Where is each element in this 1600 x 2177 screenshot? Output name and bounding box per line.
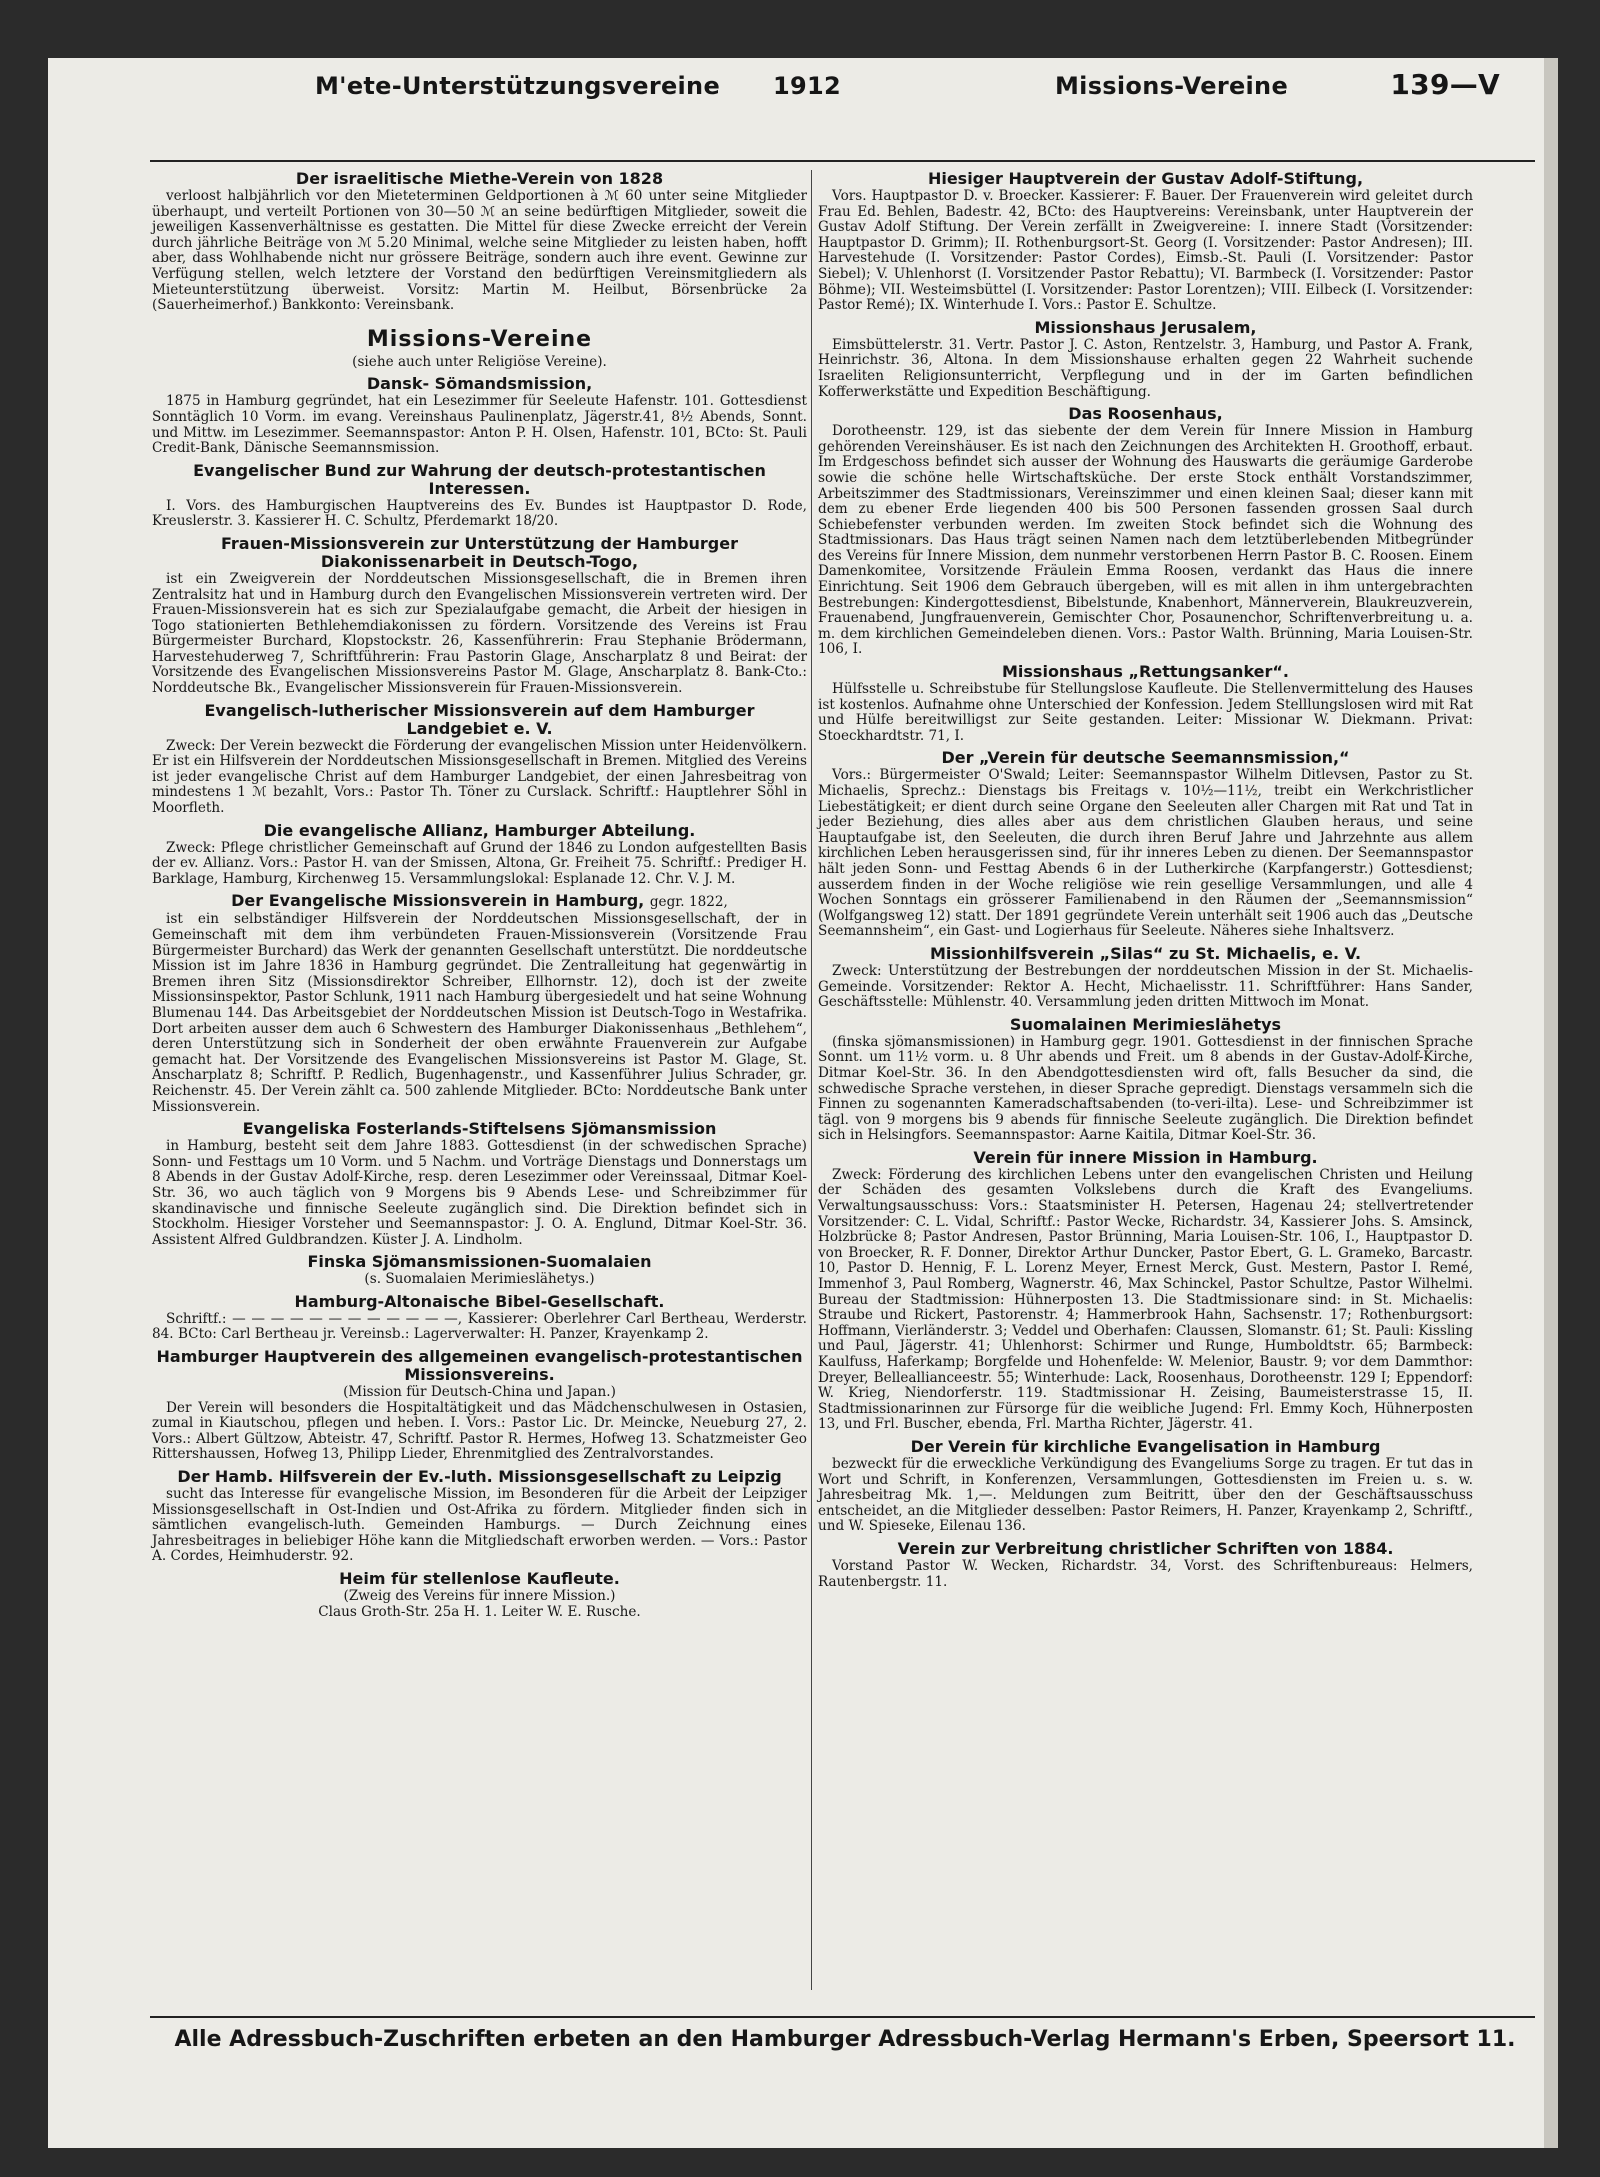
header-center-title: Missions-Vereine (1055, 72, 1289, 100)
section-subtitle: (s. Suomalaien Merimieslähetys.) (364, 1271, 595, 1288)
section-body: Schriftf.: — — — — — — — — — — — —, Kassierer: Oberlehrer Carl Bertheau, Werderstr. 84. BCto: Carl Bertheau jr. Vereinsb.: Lagerverwalter: H. Panzer, Krayenkamp 2. (152, 1310, 807, 1343)
section-body: in Hamburg, besteht seit dem Jahre 1883. Gottesdienst (in der schwedischen Sprache) Sonn- und Festtags um 10 Vorm. und 5 Nachm. und Vorträge Dienstags und Donnerstags um 8 Abends in der Gustav Adolf-Kirche, resp. deren Lesezimmer oder Vereinssaal, Ditmar Koel-Str. 36, wo auch täglich von 9 Morgens bis 9 Abends Lese- und Schreibzimmer für skandinavische und finnische Seeleute zugänglich sind. Die Direktion befindet sich in Stockholm. Hiesiger Vorsteher und Seemannspastor: J. O. A. Englund, Ditmar Koel-Str. 36. Assistent Alfred Guldbrandzen. Küster J. A. Lindholm. (152, 1138, 807, 1248)
section-title: Missionhilfsverein „Silas“ zu St. Michaelis, e. V. (929, 943, 1362, 963)
section-body: sucht das Interesse für evangelische Mission, im Besonderen für die Arbeit der Leipziger Missionsgesellschaft in Ost-Indien und Ost-Afrika zu fördern. Mitglieder finden sich in sämtlichen evangelisch-luth. Gemeinden Hamburgs. — Durch Zeichnung eines Jahresbeitrages in beliebiger Höhe kann die Mitgliedschaft erworben werden. — Vors.: Pastor A. Cordes, Heimhuderstr. 92. (152, 1486, 807, 1565)
section-title: Der israelitische Miethe-Verein von 1828 (295, 169, 664, 188)
column-divider (811, 170, 812, 1990)
section-subtitle: (Mission für Deutsch-China und Japan.) (343, 1384, 616, 1401)
section-title: Der Hamb. Hilfsverein der Ev.-luth. Missionsgesellschaft zu Leipzig (177, 1467, 782, 1487)
section-title: Hamburger Hauptverein des allgemeinen evangelisch-protestantischen Missionsvereins. (156, 1347, 803, 1385)
right-column (818, 170, 1473, 1590)
section-body: Vors. Hauptpastor D. v. Broecker. Kassierer: F. Bauer. Der Frauenverein wird geleitet durch Frau Ed. Behlen, Badestr. 42, BCto: des Hauptvereins: Vereinsbank, unter Hauptverein der Gustav Adolf Stiftung. Der Verein zerfällt in Zweigvereine: I. innere Stadt (Vorsitzender: Hauptpastor D. Grimm); II. Rothenburgsort-St. Georg (I. Vorsitzender: Pastor Andresen); III. Harvestehude (I. Vorsitzender: Pastor Cordes), Eimsb.-St. Pauli (I. Vorsitzender: Pastor Siebel); V. Uhlenhorst (I. Vorsitzender Pastor Rebattu); VI. Barmbeck (I. Vorsitzender: Pastor Böhme); VII. Westeimsbüttel (I. Vorsitzender: Pastor Lorentzen); VIII. Eilbeck (I. Vorsitzender: Pastor Remé); IX. Winterhude I. Vors.: Pastor E. Schultze. (818, 188, 1473, 314)
section-title: Verein für innere Mission in Hamburg. (973, 1147, 1318, 1167)
footer-notice: Alle Adressbuch-Zuschriften erbeten an den Hamburger Adressbuch-Verlag Hermann's Erben, Speersort 11. (174, 2027, 1516, 2052)
section-body: bezweckt für die erweckliche Verkündigung des Evangeliums Sorge zu tragen. Er tut das in Wort und Schrift, in Konferenzen, Versammlungen, Gottesdiensten im Freien u. s. w. Jahresbeitrag Mk. 1,—. Meldungen zum Beitritt, über den der Geschäftsausschuss entscheidet, an die Mitglieder desselben: Pastor Reimers, H. Panzer, Krayenkamp 2, Schriftf., und W. Spieseke, Eilenau 136. (818, 1455, 1473, 1535)
header-left-title: M'ete-Unterstützungsvereine (315, 72, 721, 100)
section-body: Vorstand Pastor W. Wecken, Richardstr. 34, Vorst. des Schriftenbureaus: Helmers, Rautenbergstr. 11. (818, 1557, 1473, 1590)
section-title: Verein zur Verbreitung christlicher Schriften von 1884. (897, 1538, 1394, 1558)
page-number: 139—V (1390, 68, 1500, 101)
section-title-with-note (152, 892, 807, 911)
section-title: Finska Sjömansmissionen-Suomalaien (307, 1252, 652, 1272)
header-rule (150, 160, 1535, 162)
footer-rule (150, 2016, 1535, 2018)
section-title: Heim für stellenlose Kaufleute. (339, 1569, 620, 1588)
section-body: Zweck: Der Verein bezweckt die Förderung der evangelischen Mission unter Heidenvölkern. Er ist ein Hilfsverein der Norddeutschen Missionsgesellschaft in Bremen. Mitglied des Vereins ist jeder evangelische Christ auf dem Hamburger Landgebiet, der einen Jahresbeitrag von mindestens 1 ℳ bezahlt, Vors.: Pastor Th. Töner zu Curslack. Schriftf.: Hauptlehrer Söhl in Moorfleth. (152, 737, 807, 817)
section-body: verloost halbjährlich vor den Mieteterminen Geldportionen à ℳ 60 unter seine Mitglieder überhaupt, und verteilt Portionen von 30—50 ℳ an seine bedürftigen Mitglieder, soweit die jeweiligen Kassenverhältnisse es gestatten. Die Mittel für diese Zwecke erreicht der Verein durch jährliche Beiträge von ℳ 5.20 Minimal, welche seine Mitglieder zu leisten haben, hofft aber, dass Wohlhabende nicht nur grössere Beiträge, sondern auch ihre event. Gewinne zur Verfügung stellen, welch letztere der Vorstand den bedürftigen Vereinsmitgliedern als Mieteunterstützung überweist. Vorsitz: Martin M. Heilbut, Börsenbrücke 2a (Sauerheimerhof.) Bankkonto: Vereinsbank. (152, 188, 807, 314)
section-subtitle: (Zweig des Vereins für innere Mission.) (343, 1588, 616, 1604)
section-title: Evangeliska Fosterlands-Stiftelsens Sjömansmission (242, 1119, 717, 1139)
section-title: Dansk- Sömandsmission, (366, 374, 593, 394)
main-subheading: (siehe auch unter Religiöse Vereine). (352, 353, 607, 370)
section-body: I. Vors. des Hamburgischen Hauptvereins des Ev. Bundes ist Hauptpastor D. Rode, Kreuslerstr. 3. Kassierer H. C. Schultz, Pferdemarkt 18/20. (152, 497, 807, 530)
section-note: gegr. 1822, (649, 894, 728, 911)
page-header (110, 64, 1540, 104)
section-body: ist ein selbständiger Hilfsverein der Norddeutschen Missionsgesellschaft, der in Gemeinschaft mit dem ihm verbündeten Frauen-Missionsverein (Vorsitzende Frau Bürgermeister Burchard) das Werk der genannten Gesellschaft unterstützt. Die norddeutsche Mission ist im Jahre 1836 in Hamburg gegründet. Die Zentralleitung hat gegenwärtig in Bremen ihren Sitz (Missionsdirektor Schreiber, Ellhornstr. 12), doch ist der zweite Missionsinspektor, Pastor Schlunk, 1911 nach Hamburg übergesiedelt und hat seine Wohnung Blumenau 144. Das Arbeitsgebiet der Norddeutschen Mission ist Deutsch-Togo in Westafrika. Dort arbeiten ausser dem auch 6 Schwestern des Hamburger Diakonissenhaus „Bethlehem“, deren Unterstützung sich in Sonderheit der oben erwähnte Frauenverein zur Aufgabe gemacht hat. Der Vorsitzende des Evangelischen Missionsvereins ist Pastor M. Glage, St. Anscharplatz 8; Schriftf. P. Redlich, Bugenhagenstr., und Kassenführer Julius Schrader, gr. Reichenstr. 45. Der Verein zählt ca. 500 zahlende Mitglieder. BCto: Norddeutsche Bank unter Missionsverein. (152, 911, 807, 1115)
section-title: Suomalainen Merimieslähetys (1009, 1014, 1282, 1034)
section-body: Zweck: Unterstützung der Bestrebungen der norddeutschen Mission in der St. Michaelis-Gemeinde. Vorsitzender: Rektor A. Hecht, Michaelisstr. 11. Schriftführer: Hans Sander, Geschäftsstelle: Mühlenstr. 40. Versammlung jeden dritten Mittwoch im Monat. (818, 962, 1473, 1011)
header-year: 1912 (773, 72, 841, 100)
section-body: Zweck: Pflege christlicher Gemeinschaft auf Grund der 1846 zu London aufgestellten Basis der ev. Allianz. Vors.: Pastor H. van der Smissen, Altona, Gr. Freiheit 75. Schriftf.: Prediger H. Barklage, Hamburg, Kirchenweg 15. Versammlungslokal: Esplanade 12. Chr. V. J. M. (152, 839, 807, 887)
section-body: Zweck: Förderung des kirchlichen Lebens unter den evangelischen Christen und Heilung der Schäden des gesamten Volkslebens durch die Kraft des Evangeliums. Verwaltungsausschuss: Vors.: Staatsminister H. Petersen, Hagenau 24; stellvertretender Vorsitzender: C. L. Vidal, Schriftf.: Pastor Wecke, Richardstr. 34, Kassierer Johs. S. Amsinck, Holzbrücke 8; Pastor Andresen, Pastor Brünning, Maria Louisen-Str. 106, I., Hauptpastor D. von Broecker, R. F. Donner, Direktor Arthur Duncker, Pastor Ebert, G. L. Grameko, Barcastr. 10, Pastor D. Hennig, F. L. Lorenz Meyer, Ernest Merck, Gust. Mestern, Pastor I. Remé, Immenhof 3, Paul Romberg, Wagnerstr. 46, Max Schinckel, Pastor Schultze, Pastor Wilhelmi. Bureau der Stadtmission: Hühnerposten 13. Die Stadtmissionare sind: in St. Michaelis: Straube und Rickert, Pastorenstr. 4; Hammerbrook Hahn, Sachsenstr. 17; Rothenburgsort: Hoffmann, Vierländerstr. 3; Veddel und Oberhafen: Claussen, Slomanstr. 61; St. Pauli: Kissling und Paul, Jägerstr. 41; Uhlenhorst: Schirmer und Runge, Humboldtstr. 65; Barmbeck: Kaulfuss, Haferkamp; Borgfelde und Hohenfelde: W. Melenior, Baustr. 9; vor dem Dammthor: Dreyer, Belleallianceestr. 55; Winterhude: Lack, Roosenhaus, Dorotheenstr. 129 I; Eppendorf: W. Krieg, Niendorferstr. 119. Stadtmissionar H. Zeising, Baumeisterstrasse 15, II. Stadtmissionarinnen zur Fürsorge für die weibliche Jugend: Frl. Emmy Koch, Hühnerposten 13, und Frl. Buscher, ebenda, Frl. Martha Richter, Jägerstr. 41. (818, 1166, 1473, 1433)
section-body: Claus Groth-Str. 25a H. 1. Leiter W. E. Rusche. (318, 1603, 641, 1620)
section-body: Vors.: Bürgermeister O'Swald; Leiter: Seemannspastor Wilhelm Ditlevsen, Pastor zu St. Michaelis, Sprechz.: Dienstags bis Freitags v. 10½—11½, treibt ein Werkchristlicher Liebestätigkeit; er dient durch seine Organe den Seeleuten aller Chargen mit Rat und Tat in jeder Beziehung, dies alles aber aus dem christlichen Glauben heraus, und seine Hauptaufgabe ist, den Seeleuten, die durch ihren Beruf Jahre und Jahrzehnte aus allem kirchlichen Leben herausgerissen sind, für ihr inneres Leben zu dienen. Der Seemannspastor hält jeden Sonn- und Festtag Abends 6 in der Lutherkirche (Karpfangerstr.) Gottesdienst; ausserdem finden in der Woche religiöse wie rein gesellige Versammlungen, und alle 4 Wochen Sonntags ein grösserer Familienabend in den Räumen der „Seemannsmission“ (Wolfgangsweg 12) statt. Der 1891 gegründete Verein unterhält seit 1906 auch das „Deutsche Seemannsheim“, ein Gast- und Logierhaus für Seeleute. Näheres siehe Inhaltsverz. (818, 767, 1473, 940)
main-heading: Missions-Vereine (366, 326, 593, 352)
section-title: Evangelisch-lutherischer Missionsverein auf dem Hamburger Landgebiet e. V. (204, 700, 755, 738)
section-body: ist ein Zweigverein der Norddeutschen Missionsgesellschaft, die in Bremen ihren Zentralsitz hat und in Hamburg durch den Evangelischen Missionsverein vertreten wird. Der Frauen-Missionsverein hat es sich zur Spezialaufgabe gemacht, die Arbeit der hiesigen in Togo stationierten Bethlehemdiakonissen zu fördern. Vorsitzende des Vereins ist Frau Bürgermeister Burchard, Klopstockstr. 26, Kassenführerin: Frau Stephanie Brödermann, Harvestehuderweg 7, Schriftführerin: Frau Pastorin Glage, Anscharplatz 8 und Beirat: der Vorsitzende des Evangelischen Missionsvereins Pastor M. Glage, Anscharplatz 8. Bank-Cto.: Norddeutsche Bk., Evangelischer Missionsverein für Frauen-Missionsverein. (152, 570, 807, 697)
section-body: Hülfsstelle u. Schreibstube für Stellungslose Kaufleute. Die Stellenvermittelung des Hauses ist kostenlos. Aufnahme ohne Unterschied der Konfession. Jedem Stelllungslosen wird mit Rat und Hülfe bereitwilligst zur Seite gestanden. Leiter: Missionar W. Diekmann. Privat: Stoeckhardtstr. 71, I. (818, 681, 1473, 744)
section-title: Der Verein für kirchliche Evangelisation in Hamburg (910, 1436, 1381, 1456)
left-column (152, 170, 807, 1620)
section-title: Die evangelische Allianz, Hamburger Abteilung. (263, 820, 696, 840)
section-title: Missionshaus Jerusalem, (1034, 317, 1257, 337)
section-title: Hiesiger Hauptverein der Gustav Adolf-Stiftung, (927, 169, 1364, 188)
section-body: Der Verein will besonders die Hospitaltätigkeit und das Mädchenschulwesen in Ostasien, zumal in Kiautschou, pflegen und heben. I. Vors.: Pastor Lic. Dr. Meincke, Neueburg 27, 2. Vors.: Albert Gültzow, Abteistr. 47, Schriftf. Pastor R. Hermes, Hofweg 13. Schatzmeister Geo Rittershaussen, Hofweg 13, Philipp Lieder, Ehrenmitglied des Zentralvorstandes. (152, 1399, 807, 1463)
section-title: Hamburg-Altonaische Bibel-Gesellschaft. (294, 1291, 665, 1311)
section-title: Evangelischer Bund zur Wahrung der deutsch-protestantischen Interessen. (193, 460, 766, 498)
section-title: Der „Verein für deutsche Seemannsmission,“ (941, 748, 1350, 768)
section-body: 1875 in Hamburg gegründet, hat ein Lesezimmer für Seeleute Hafenstr. 101. Gottesdienst Sonntäglich 10 Vorm. im evang. Vereinshaus Paulinenplatz, Jägerstr.41, 8½ Abends, Sonnt. und Mittw. im Lesezimmer. Seemannspastor: Anton P. H. Olsen, Hafenstr. 101, BCto: St. Pauli Credit-Bank, Dänische Seemannsmission. (152, 393, 807, 457)
section-body: Eimsbüttelerstr. 31. Vertr. Pastor J. C. Aston, Rentzelstr. 3, Hamburg, und Pastor A. Frank, Heinrichstr. 36, Altona. In dem Missionshause erhalten gegen 22 Wahrheit suchende Israeliten Religionsunterricht, Verpflegung und in der im Garten befindlichen Kofferwerkstätte und Expedition Beschäftigung. (818, 336, 1473, 400)
section-body: Dorotheenstr. 129, ist das siebente der dem Verein für Innere Mission in Hamburg gehörenden Vereinshäuser. Es ist nach den Zeichnungen des Architekten H. Groothoff, erbaut. Im Erdgeschoss befindet sich ausser der Wohnung des Hauswarts die geräumige Garderobe sowie die schöne helle Wirtschaftsküche. Der erste Stock enthält Vorstandszimmer, Arbeitszimmer des Stadtmissionars, Vereinszimmer und einen kleinen Saal; dieser kann mit dem zu ebener Erde liegenden 400 bis 500 Personen fassenden grossen Saal durch Schiebefenster verbunden werden. Im zweiten Stock befindet sich die Wohnung des Stadtmissionars. Das Haus trägt seinen Namen nach dem letztüberlebenden Mitbegründer des Vereins für Innere Mission, dem nunmehr verstorbenen Herrn Pastor B. C. Roosen. Einem Damenkomitee, Vorsitzende Fräulein Emma Roosen, verdankt das Haus die innere Einrichtung. Seit 1906 dem Gebrauch übergeben, will es mit allen in ihm untergebrachten Bestrebungen: Kindergottesdienst, Bibelstunde, Knabenhort, Männerverein, Blaukreuzverein, Frauenabend, Jungfrauenverein, Gemischter Chor, Posaunenchor, Schriftenverbreitung u. a. m. dem kirchlichen Gemeindeleben dienen. Vors.: Pastor Walth. Brünning, Maria Louisen-Str. 106, I. (818, 423, 1473, 658)
section-title: Der Evangelische Missionsverein in Hamburg, (231, 891, 645, 911)
section-body: (finska sjömansmissionen) in Hamburg gegr. 1901. Gottesdienst in der finnischen Sprache Sonnt. um 11½ vorm. u. 8 Uhr abends und Freit. um 8 abends in der Gustav-Adolf-Kirche, Ditmar Koel-Str. 36. In den Abendgottesdiensten wird oft, falls Besucher da sind, die schwedische Sprache verstehen, in dieser Sprache gepredigt. Dienstags versammeln sich die Finnen zu sogenannten Kameradschaftsabenden (to-veri-ilta). Lese- und Schreibzimmer ist tägl. von 9 morgens bis 9 abends für finnische Seeleute zugänglich. Die Direktion befindet sich in Helsingfors. Seemannspastor: Aarne Kaitila, Ditmar Koel-Str. 36. (818, 1033, 1473, 1144)
section-title: Frauen-Missionsverein zur Unterstützung der Hamburger Diakonissenarbeit in Deutsch-Togo, (221, 533, 738, 571)
section-title: Das Roosenhaus, (1068, 404, 1223, 424)
section-title: Missionshaus „Rettungsanker“. (1002, 662, 1289, 682)
